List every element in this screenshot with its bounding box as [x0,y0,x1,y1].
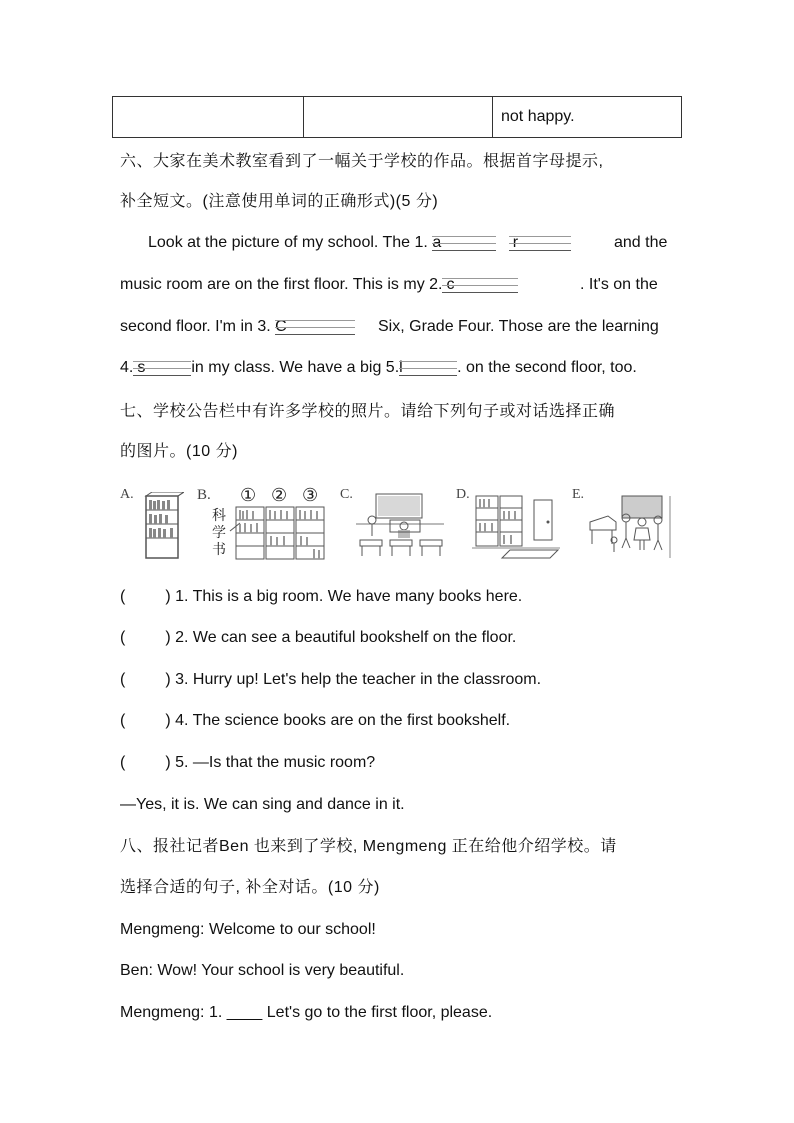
picture-label-c: C. [340,487,353,502]
music-room-picture[interactable] [586,492,682,562]
circled-number-2: ② [271,485,288,505]
section6-heading-line2: 补全短文。(注意使用单词的正确形式)(5 分) [120,193,439,210]
passage-line4 [120,358,637,378]
passage-text: music room are on the first floor. This is my 2. [120,276,443,293]
table-cell [304,97,493,138]
answer-paren-open: ( [120,754,126,771]
section6-heading-line1: 六、大家在美术教室看到了一幅关于学校的作品。根据首字母提示, [120,153,604,170]
picture-label-b: B. [197,487,211,503]
answer-paren-open: ( [120,629,126,646]
question-text: ) 5. —Is that the music room? [165,754,376,771]
picture-label-e: E. [572,487,585,502]
passage-line1 [148,233,571,253]
blank-initial: r [512,234,519,251]
blank-5[interactable] [399,358,457,378]
section7-heading-line2: 的图片。(10 分) [120,443,238,460]
blank-2[interactable] [442,275,518,295]
question-5 [120,753,375,773]
passage-text: in my class. We have a big 5. [191,359,400,376]
side-label-science-books: 科 学 书 [212,509,226,558]
answer-paren-open: ( [120,712,126,729]
question-text: ) 3. Hurry up! Let's help the teacher in the classroom. [165,671,542,688]
dialogue-line-3: Mengmeng: 1. ____ Let's go to the first floor, please. [120,1004,493,1021]
answer-paren-open: ( [120,588,126,605]
passage-text: and the [614,234,668,251]
passage-text: . on the second floor, too. [457,359,637,376]
blank-initial: l [399,359,403,376]
answer-paren-open: ( [120,671,126,688]
question-3 [120,670,541,690]
table-row [113,97,682,138]
classroom-picture[interactable] [354,490,446,562]
dialogue-line-2: Ben: Wow! Your school is very beautiful. [120,962,405,979]
table-cell [113,97,304,138]
blank-1b[interactable] [509,233,571,253]
passage-line3 [120,317,355,337]
blank-initial: c [446,276,455,293]
passage-text: Six, Grade Four. Those are the learning [378,318,659,335]
answer-table [112,96,682,138]
table-cell: not happy. [493,97,682,138]
passage-text: . It's on the [580,276,658,293]
three-bookshelves-picture[interactable] [228,505,326,561]
passage-text: Look at the picture of my school. The 1. [148,234,433,251]
library-room-picture[interactable] [470,492,562,562]
blank-4[interactable] [133,358,191,378]
blank-3[interactable] [275,317,355,337]
question-5-answer: —Yes, it is. We can sing and dance in it. [120,796,405,813]
section8-heading-line1: 八、报社记者Ben 也来到了学校, Mengmeng 正在给他介绍学校。请 [120,838,617,855]
passage-text: second floor. I'm in 3. [120,318,276,335]
circled-number-1: ① [240,485,257,505]
blank-initial: C [275,318,287,335]
bookshelf-picture[interactable] [140,492,184,562]
circled-number-3: ③ [302,485,319,505]
section8-heading-line2: 选择合适的句子, 补全对话。(10 分) [120,879,380,896]
question-4 [120,711,510,731]
question-text: ) 2. We can see a beautiful bookshelf on the floor. [165,629,517,646]
picture-label-a: A. [120,487,134,502]
dialogue-line-1: Mengmeng: Welcome to our school! [120,921,376,938]
section7-heading-line1: 七、学校公告栏中有许多学校的照片。请给下列句子或对话选择正确 [120,403,616,420]
passage-line2 [120,275,518,295]
blank-initial: s [137,359,146,376]
question-2 [120,628,516,648]
question-text: ) 1. This is a big room. We have many books here. [165,588,523,605]
passage-text: 4. [120,359,134,376]
picture-label-d: D. [456,487,470,502]
question-text: ) 4. The science books are on the first bookshelf. [165,712,511,729]
blank-1a[interactable] [432,233,496,253]
blank-initial: a [432,234,442,251]
question-1 [120,587,522,607]
